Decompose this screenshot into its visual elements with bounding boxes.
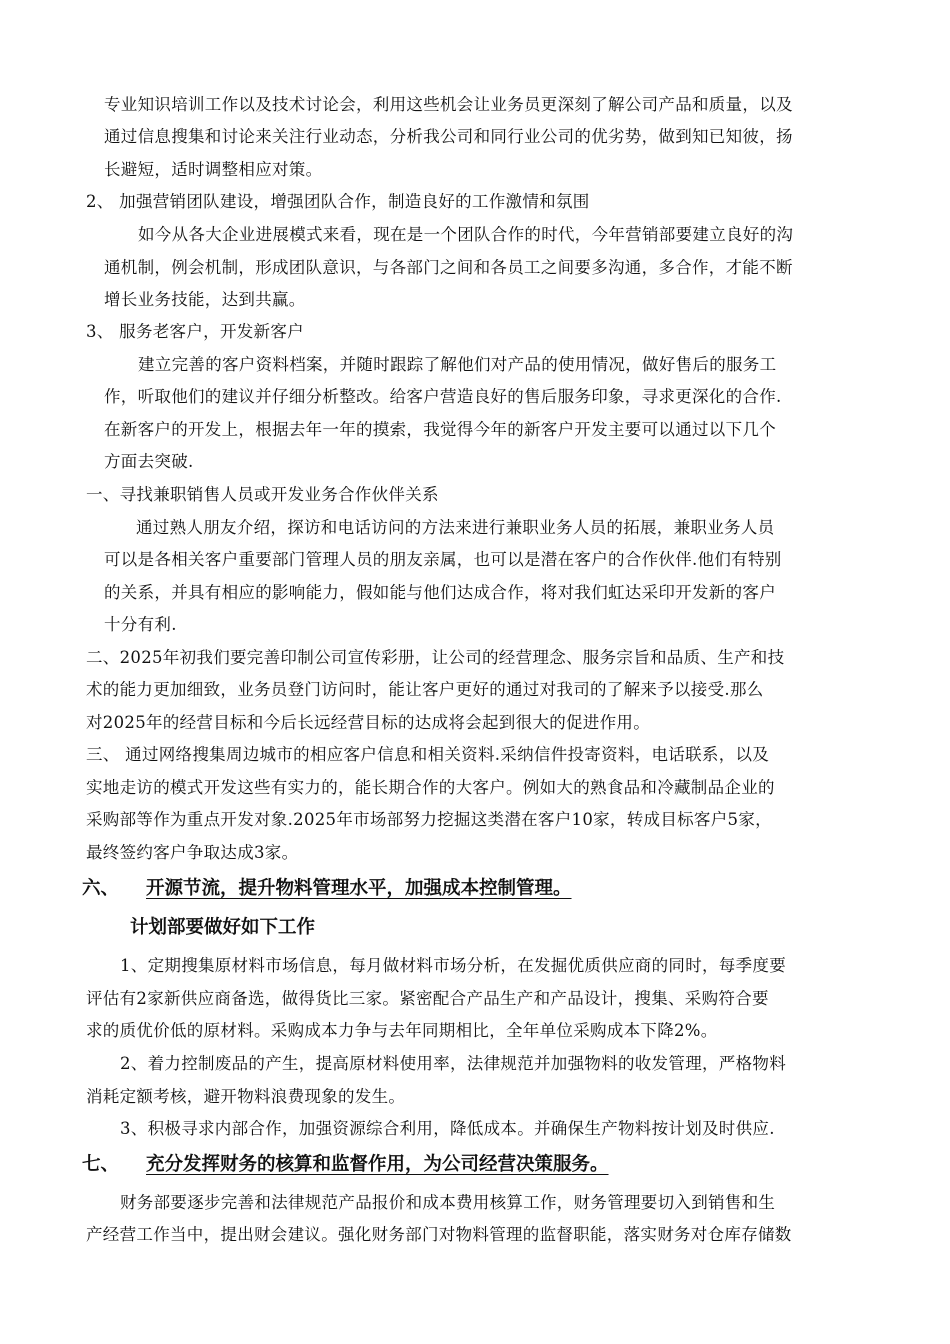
body-line: 长避短，适时调整相应对策。 <box>104 160 323 179</box>
body-line: 建立完善的客户资料档案，并随时跟踪了解他们对产品的使用情况，做好售后的服务工 <box>138 355 777 374</box>
body-line: 产经营工作当中，提出财会建议。强化财务部门对物料管理的监督职能，落实财务对仓库存储数 <box>86 1225 792 1244</box>
body-line: 三、 通过网络搜集周边城市的相应客户信息和相关资料.采纳信件投寄资料，电话联系，以及 <box>86 745 770 764</box>
body-line: 二、2025年初我们要完善印制公司宣传彩册，让公司的经营理念、服务宗旨和品质、生产和技 <box>86 648 785 667</box>
body-line: 1、定期搜集原材料市场信息，每月做材料市场分析，在发掘优质供应商的同时，每季度要 <box>120 956 786 975</box>
body-line: 的关系，并具有相应的影响能力，假如能与他们达成合作，将对我们虹达采印开发新的客户 <box>104 583 776 602</box>
body-line: 可以是各相关客户重要部门管理人员的朋友亲属，也可以是潜在客户的合作伙伴.他们有特别 <box>104 550 782 569</box>
body-line: 十分有利. <box>104 615 177 634</box>
section-subheading: 计划部要做好如下工作 <box>130 917 316 938</box>
body-line: 增长业务技能，达到共赢。 <box>104 290 306 309</box>
section-heading-7 <box>82 1152 609 1178</box>
body-line: 消耗定额考核，避开物料浪费现象的发生。 <box>86 1087 406 1106</box>
section-number: 六、 <box>82 878 120 899</box>
body-line: 专业知识培训工作以及技术讨论会，利用这些机会让业务员更深刻了解公司产品和质量，以及 <box>104 95 793 114</box>
body-line: 通机制，例会机制，形成团队意识，与各部门之间和各员工之间要多沟通，多合作，才能不断 <box>104 258 793 277</box>
body-line: 术的能力更加细致，业务员登门访问时，能让客户更好的通过对我司的了解来予以接受.那么 <box>86 680 764 699</box>
body-line: 如今从各大企业进展模式来看，现在是一个团队合作的时代，今年营销部要建立良好的沟 <box>138 225 794 244</box>
body-line: 评估有2家新供应商备选，做得货比三家。紧密配合产品生产和产品设计，搜集、采购符合要 <box>86 989 769 1008</box>
section-number: 七、 <box>82 1154 120 1175</box>
body-line: 对2025年的经营目标和今后长远经营目标的达成将会起到很大的促进作用。 <box>86 713 650 732</box>
list-item-heading: 2、 加强营销团队建设，增强团队合作，制造良好的工作激情和氛围 <box>86 192 590 211</box>
body-line: 求的质优价低的原材料。采购成本力争与去年同期相比，全年单位采购成本下降2%。 <box>86 1021 718 1040</box>
section-heading-6 <box>82 876 572 902</box>
body-line: 2、着力控制废品的产生，提高原材料使用率，法律规范并加强物料的收发管理，严格物料 <box>120 1054 786 1073</box>
body-line: 方面去突破. <box>104 452 194 471</box>
section-title: 开源节流，提升物料管理水平，加强成本控制管理。 <box>146 878 572 899</box>
body-line: 采购部等作为重点开发对象.2025年市场部努力挖掘这类潜在客户10家，转成目标客户5家， <box>86 810 772 829</box>
body-line: 最终签约客户争取达成3家。 <box>86 843 299 862</box>
list-item-heading: 3、 服务老客户，开发新客户 <box>86 322 304 341</box>
list-item-heading: 一、寻找兼职销售人员或开发业务合作伙伴关系 <box>86 485 439 504</box>
body-line: 在新客户的开发上，根据去年一年的摸索，我觉得今年的新客户开发主要可以通过以下几个 <box>104 420 776 439</box>
body-line: 3、积极寻求内部合作，加强资源综合利用，降低成本。并确保生产物料按计划及时供应. <box>120 1119 775 1138</box>
body-line: 作，听取他们的建议并仔细分析整改。给客户营造良好的售后服务印象，寻求更深化的合作. <box>104 387 782 406</box>
body-line: 财务部要逐步完善和法律规范产品报价和成本费用核算工作，财务管理要切入到销售和生 <box>120 1193 776 1212</box>
body-line: 通过熟人朋友介绍，探访和电话访问的方法来进行兼职业务人员的拓展，兼职业务人员 <box>136 518 775 537</box>
body-line: 实地走访的模式开发这些有实力的，能长期合作的大客户。例如大的熟食品和冷藏制品企业的 <box>86 778 775 797</box>
section-title: 充分发挥财务的核算和监督作用，为公司经营决策服务。 <box>146 1154 609 1175</box>
body-line: 通过信息搜集和讨论来关注行业动态，分析我公司和同行业公司的优劣势，做到知已知彼，扬 <box>104 127 793 146</box>
